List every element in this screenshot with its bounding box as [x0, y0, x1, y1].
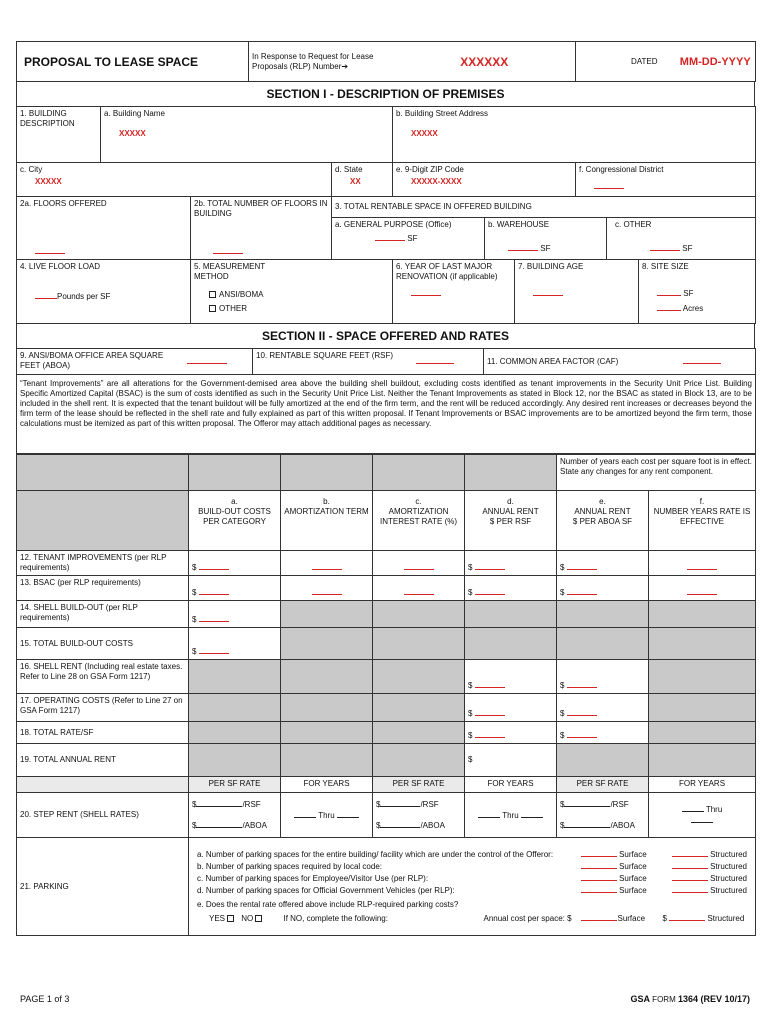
rsf-unit: /RSF: [420, 800, 439, 809]
surface-label: Surface: [619, 874, 647, 883]
building-name-field[interactable]: XXXXX: [119, 129, 146, 138]
row-13-d-field[interactable]: [475, 587, 505, 595]
step-1-from-field[interactable]: [294, 810, 316, 818]
aboa-field[interactable]: [187, 356, 227, 364]
page-number: PAGE 1 of 3: [20, 994, 70, 1004]
no-checkbox[interactable]: [255, 915, 262, 922]
dollar-sign: $: [560, 588, 565, 597]
caf-label: 11. COMMON AREA FACTOR (CAF): [484, 349, 680, 375]
zip-label: e. 9-Digit ZIP Code: [396, 165, 464, 174]
header-blank: [465, 455, 557, 491]
gray-cell: [649, 628, 756, 660]
row-17-d-field[interactable]: [475, 708, 505, 716]
aboa-unit: /ABOA: [242, 821, 267, 830]
col-a-header: a. BUILD-OUT COSTS PER CATEGORY: [189, 491, 281, 551]
building-name-label: a. Building Name: [104, 109, 165, 118]
yes-label: YES: [209, 914, 226, 923]
row-12-b-field[interactable]: [312, 562, 342, 570]
gray-cell: [373, 694, 465, 722]
step-2-aboa-field[interactable]: [380, 820, 420, 828]
dollar-sign: $: [192, 647, 197, 656]
step-1-rsf-field[interactable]: [196, 799, 242, 807]
structured-label: Structured: [710, 886, 747, 895]
surface-label: Surface: [619, 850, 647, 859]
other-space-field[interactable]: [650, 243, 680, 251]
form-prefix: GSA: [630, 994, 650, 1004]
dollar-sign: $: [376, 821, 381, 830]
gray-cell: [189, 722, 281, 744]
years-note: Number of years each cost per square foot is in effect. State any changes for any rent component.: [557, 455, 756, 491]
per-sf-rate-header: PER SF RATE: [373, 777, 465, 793]
section-1-table: [16, 106, 756, 324]
annual-cost-structured[interactable]: [669, 913, 705, 921]
gray-cell: [281, 722, 373, 744]
row-17-e-field[interactable]: [567, 708, 597, 716]
row-18-label: 18. TOTAL RATE/SF: [17, 722, 189, 744]
form-word: FORM: [649, 995, 678, 1004]
general-purpose-label: a. GENERAL PURPOSE (Office): [335, 220, 452, 229]
street-address-field[interactable]: XXXXX: [411, 129, 438, 138]
step-1-to-field[interactable]: [337, 810, 359, 818]
structured-label: Structured: [710, 862, 747, 871]
for-years-header: FOR YEARS: [281, 777, 373, 793]
site-sf-field[interactable]: [657, 288, 681, 296]
site-acres-field[interactable]: [657, 303, 681, 311]
per-sf-rate-header: PER SF RATE: [189, 777, 281, 793]
dated-label: DATED: [576, 42, 676, 82]
state-field[interactable]: XX: [350, 177, 361, 186]
parking-c-surface[interactable]: [581, 873, 617, 881]
building-description-label: 1. BUILDING DESCRIPTION: [17, 107, 101, 163]
col-d-header: d. ANNUAL RENT $ PER RSF: [465, 491, 557, 551]
gray-cell: [557, 744, 649, 777]
dollar-sign: $: [560, 731, 565, 740]
row-12-d-field[interactable]: [475, 562, 505, 570]
row-13-b-field[interactable]: [312, 587, 342, 595]
col-c-header: c. AMORTIZATION INTEREST RATE (%): [373, 491, 465, 551]
parking-a-label: a. Number of parking spaces for the entire building/ facility which are under the control of the Offeror:: [197, 850, 554, 859]
rsf-field[interactable]: [416, 356, 454, 364]
parking-b-label: b. Number of parking spaces required by local code:: [197, 862, 382, 871]
pounds-label: Pounds per SF: [57, 292, 111, 301]
rentable-space-label: 3. TOTAL RENTABLE SPACE IN OFFERED BUILDING: [332, 197, 755, 218]
dollar-sign: $: [468, 681, 473, 690]
dollar-sign: $: [192, 563, 197, 572]
annual-cost-label: Annual cost per space: $: [483, 914, 572, 923]
sf-unit: SF: [407, 234, 418, 243]
gray-cell: [373, 628, 465, 660]
rates-table: [16, 454, 756, 936]
gray-cell: [281, 628, 373, 660]
section-1-title: SECTION I - DESCRIPTION OF PREMISES: [16, 82, 755, 106]
zip-field[interactable]: XXXXX-XXXX: [411, 177, 462, 186]
row-13-c-field[interactable]: [404, 587, 434, 595]
measurement-method-label: 5. MEASUREMENT METHOD: [194, 262, 265, 281]
thru-label: Thru: [318, 810, 335, 820]
gray-cell: [557, 628, 649, 660]
caf-field[interactable]: [683, 356, 721, 364]
dollar-sign: $: [560, 709, 565, 718]
rlp-number-field[interactable]: XXXXXX: [394, 42, 576, 82]
gray-cell: [649, 722, 756, 744]
floors-offered-label: 2a. FLOORS OFFERED: [20, 199, 107, 208]
tenant-improvements-paragraph: “Tenant Improvements” are all alterations for the Government-demised area above the building shell buildout, excluding costs identified as tenant improvements in the Security Unit Price List. Building Specific Amortized Capital (BSAC) is the sum of costs identified as such in the Security Unit Price List. Neither the Tenant Improvements as stated in Block 12, nor the BSAC as stated in Block 13, are to be included in the shell rent. It is expected that the tenant buildout will be fully amortized at the end of the firm term, and the rent will be reduced accordingly. Any desired rent increases or decreases beyond the firm term of the lease should be reflected in the shell rate and fully explained as part of this written proposal. If Tenant Improvements or BSAC improvements are to be amortized beyond the firm term, those calculations must be itemized as part of this written proposal. The Offeror may attach additional pages as necessary.: [17, 375, 756, 454]
building-age-field[interactable]: [533, 288, 563, 296]
header-blank: [17, 455, 189, 491]
gray-cell: [281, 660, 373, 694]
form-page: [16, 41, 755, 936]
gray-cell: [649, 744, 756, 777]
parking-b-structured[interactable]: [672, 861, 708, 869]
district-field[interactable]: [594, 181, 624, 189]
dollar-sign: $: [192, 615, 197, 624]
row-16-label: 16. SHELL RENT (Including real estate taxes. Refer to Line 28 on GSA Form 1217): [17, 660, 189, 694]
street-address-label: b. Building Street Address: [396, 109, 489, 118]
step-3-rsf-field[interactable]: [564, 799, 610, 807]
parking-d-surface[interactable]: [581, 885, 617, 893]
parking-a-structured[interactable]: [672, 849, 708, 857]
dollar-sign: $: [468, 563, 473, 572]
for-years-header: FOR YEARS: [465, 777, 557, 793]
form-title: PROPOSAL TO LEASE SPACE: [17, 42, 249, 82]
parking-c-structured[interactable]: [672, 873, 708, 881]
surface-label: Surface: [619, 886, 647, 895]
col-e-header: e. ANNUAL RENT $ PER ABOA SF: [557, 491, 649, 551]
for-years-header: FOR YEARS: [649, 777, 756, 793]
rsf-unit: /RSF: [242, 800, 261, 809]
general-purpose-field[interactable]: [375, 233, 405, 241]
dollar-sign: $: [468, 731, 473, 740]
row-15-label: 15. TOTAL BUILD-OUT COSTS: [17, 628, 189, 660]
header-table: [16, 41, 756, 82]
row-21-label: 21. PARKING: [17, 838, 189, 936]
yes-checkbox[interactable]: [227, 915, 234, 922]
surface-label: Surface: [617, 914, 646, 923]
gray-cell: [465, 601, 557, 628]
col-b-header: b. AMORTIZATION TERM: [281, 491, 373, 551]
row-13-a-field[interactable]: [199, 587, 229, 595]
acres-unit: Acres: [682, 304, 704, 313]
section-2-title: SECTION II - SPACE OFFERED AND RATES: [16, 324, 755, 348]
dollar-sign: $: [192, 588, 197, 597]
dollar-sign: $: [376, 800, 381, 809]
dollar-sign: $: [192, 821, 197, 830]
light-cell: [17, 777, 189, 793]
dollar-sign: $: [468, 755, 473, 764]
form-number: [630, 994, 750, 1004]
row-12-e-field[interactable]: [567, 562, 597, 570]
surface-label: Surface: [619, 862, 647, 871]
state-label: d. State: [335, 165, 363, 174]
sf-unit: SF: [682, 244, 693, 253]
header-blank: [17, 491, 189, 551]
district-label: f. Congressional District: [579, 165, 664, 174]
header-blank: [281, 455, 373, 491]
gray-cell: [649, 601, 756, 628]
dated-field[interactable]: MM-DD-YYYY: [676, 42, 756, 82]
no-label: NO: [241, 914, 254, 923]
structured-label: Structured: [710, 874, 747, 883]
gray-cell: [189, 660, 281, 694]
thru-label: Thru: [705, 805, 723, 814]
annual-cost-surface[interactable]: [581, 913, 617, 921]
dollar-sign: $: [560, 563, 565, 572]
structured-label: Structured: [707, 914, 745, 923]
row-14-label: 14. SHELL BUILD-OUT (per RLP requirements): [17, 601, 189, 628]
gray-cell: [373, 660, 465, 694]
row-20-label: 20. STEP RENT (SHELL RATES): [17, 793, 189, 838]
ansi-label: ANSI/BOMA: [219, 290, 264, 299]
header-blank: [373, 455, 465, 491]
aboa-label: 9. ANSI/BOMA OFFICE AREA SQUARE FEET (ABOA): [17, 349, 184, 375]
gray-cell: [649, 694, 756, 722]
step-2-from-field[interactable]: [478, 810, 500, 818]
dollar-sign: $: [560, 821, 565, 830]
row-15-a-field[interactable]: [199, 646, 229, 654]
form-num: 1364 (REV 10/17): [677, 994, 750, 1004]
dollar-sign: $: [468, 709, 473, 718]
renovation-field[interactable]: [411, 288, 441, 296]
thru-label: Thru: [502, 810, 519, 820]
row-17-label: 17. OPERATING COSTS (Refer to Line 27 on GSA Form 1217): [17, 694, 189, 722]
dollar-sign: $: [192, 800, 197, 809]
gray-cell: [281, 694, 373, 722]
row-16-d-field[interactable]: [475, 680, 505, 688]
aboa-unit: /ABOA: [610, 821, 635, 830]
other-method-checkbox[interactable]: [209, 305, 216, 312]
parking-b-surface[interactable]: [581, 861, 617, 869]
area-table: [16, 348, 756, 454]
rsf-label: 10. RENTABLE SQUARE FEET (RSF): [253, 349, 413, 375]
site-size-label: 8. SITE SIZE: [642, 262, 689, 271]
row-13-label: 13. BSAC (per RLP requirements): [17, 576, 189, 601]
if-no-label: If NO, complete the following:: [283, 914, 388, 923]
gray-cell: [281, 601, 373, 628]
step-2-rsf-field[interactable]: [380, 799, 420, 807]
row-12-label: 12. TENANT IMPROVEMENTS (per RLP requirements): [17, 551, 189, 576]
city-label: c. City: [20, 165, 43, 174]
row-18-e-field[interactable]: [567, 730, 597, 738]
gray-cell: [373, 744, 465, 777]
rsf-unit: /RSF: [610, 800, 629, 809]
dollar-sign: $: [560, 800, 565, 809]
gray-cell: [189, 694, 281, 722]
aboa-unit: /ABOA: [420, 821, 445, 830]
city-field[interactable]: XXXXX: [35, 177, 62, 186]
building-age-label: 7. BUILDING AGE: [518, 262, 584, 271]
gray-cell: [465, 628, 557, 660]
parking-e-label: e. Does the rental rate offered above include RLP-required parking costs?: [197, 900, 459, 909]
row-13-e-field[interactable]: [567, 587, 597, 595]
dollar-sign: $: [662, 914, 667, 923]
sf-unit: SF: [540, 244, 551, 253]
parking-a-surface[interactable]: [581, 849, 617, 857]
header-blank: [189, 455, 281, 491]
step-1-aboa-field[interactable]: [196, 820, 242, 828]
step-3-to-field[interactable]: [691, 815, 713, 823]
gray-cell: [373, 722, 465, 744]
other-method-label: OTHER: [219, 304, 247, 313]
row-14-a-field[interactable]: [199, 614, 229, 622]
row-12-a-field[interactable]: [199, 562, 229, 570]
live-load-field[interactable]: [35, 291, 57, 299]
row-12-f-field[interactable]: [687, 562, 717, 570]
sf-unit: SF: [683, 289, 694, 298]
parking-d-structured[interactable]: [672, 885, 708, 893]
ansi-checkbox[interactable]: [209, 291, 216, 298]
row-18-d-field[interactable]: [475, 730, 505, 738]
dollar-sign: $: [468, 588, 473, 597]
structured-label: Structured: [710, 850, 747, 859]
parking-c-label: c. Number of parking spaces for Employee/Visitor Use (per RLP):: [197, 874, 429, 883]
total-floors-label: 2b. TOTAL NUMBER OF FLOORS IN BUILDING: [194, 199, 328, 218]
warehouse-label: b. WAREHOUSE: [488, 220, 550, 229]
gray-cell: [373, 601, 465, 628]
renovation-label: 6. YEAR OF LAST MAJOR RENOVATION (if applicable): [396, 262, 498, 281]
other-space-label: c. OTHER: [615, 220, 652, 229]
row-13-f-field[interactable]: [687, 587, 717, 595]
per-sf-rate-header: PER SF RATE: [557, 777, 649, 793]
live-load-label: 4. LIVE FLOOR LOAD: [20, 262, 101, 271]
col-f-header: f. NUMBER YEARS RATE IS EFFECTIVE: [649, 491, 756, 551]
total-floors-field[interactable]: [213, 246, 243, 254]
gray-cell: [281, 744, 373, 777]
step-3-aboa-field[interactable]: [564, 820, 610, 828]
gray-cell: [189, 744, 281, 777]
parking-d-label: d. Number of parking spaces for Official Government Vehicles (per RLP):: [197, 886, 455, 895]
gray-cell: [649, 660, 756, 694]
step-3-from-field[interactable]: [682, 804, 704, 812]
floors-offered-field[interactable]: [35, 246, 65, 254]
gray-cell: [557, 601, 649, 628]
step-2-to-field[interactable]: [521, 810, 543, 818]
row-16-e-field[interactable]: [567, 680, 597, 688]
row-19-label: 19. TOTAL ANNUAL RENT: [17, 744, 189, 777]
rlp-label: In Response to Request for Lease Proposals (RLP) Number➔: [249, 42, 394, 82]
warehouse-field[interactable]: [508, 243, 538, 251]
row-12-c-field[interactable]: [404, 562, 434, 570]
dollar-sign: $: [560, 681, 565, 690]
